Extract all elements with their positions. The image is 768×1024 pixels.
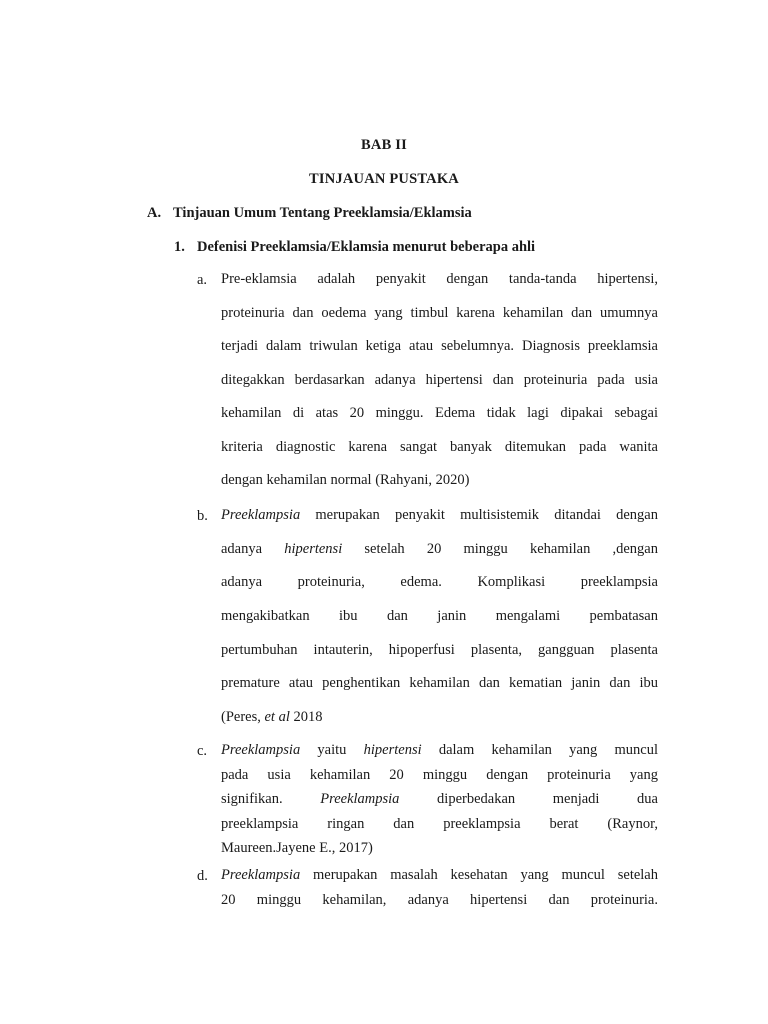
subsection-title: Defenisi Preeklamsia/Eklamsia menurut beberapa ahli [197, 239, 536, 255]
paragraph-line [221, 499, 658, 533]
paragraph-line: pertumbuhan intauterin, hipoperfusi plasenta, gangguan plasenta [221, 641, 658, 658]
paragraph-line [221, 787, 658, 812]
text-run: dalam kehamilan yang muncul [421, 742, 658, 758]
text-run: merupakan masalah kesehatan yang muncul setelah [300, 867, 658, 883]
chapter-title: TINJAUAN PUSTAKA [309, 171, 459, 187]
paragraph-line: kriteria diagnostic karena sangat banyak ditemukan pada wanita [221, 438, 658, 455]
italic-term: et al [264, 709, 290, 726]
list-item-a [221, 263, 658, 498]
paragraph-line: preeklampsia ringan dan preeklampsia berat (Raynor, [221, 815, 658, 832]
subsection-marker: 1. [174, 239, 185, 255]
paragraph-line: terjadi dalam triwulan ketiga atau sebelumnya. Diagnosis preeklamsia [221, 338, 658, 354]
paragraph-line [221, 533, 658, 567]
list-item-marker: d. [197, 868, 208, 884]
list-item-d [221, 863, 658, 912]
list-item-b [221, 499, 658, 735]
italic-term: hipertensi [363, 742, 422, 758]
italic-term: Preeklampsia [221, 867, 301, 883]
text-run: adanya [221, 540, 285, 557]
paragraph-line: premature atau penghentikan kehamilan dan kematian janin dan ibu [221, 675, 658, 692]
text-run: 2018 [289, 709, 323, 726]
paragraph-line [221, 738, 658, 763]
text-run: merupakan penyakit multisistemik ditandai dengan [300, 507, 658, 523]
paragraph-line: 20 minggu kehamilan, adanya hipertensi dan proteinuria. [221, 891, 658, 908]
paragraph-line: Maureen.Jayene E., 2017) [221, 840, 373, 856]
list-item-marker: c. [197, 743, 208, 759]
paragraph-line: dengan kehamilan normal (Rahyani, 2020) [221, 472, 470, 488]
paragraph-line: pada usia kehamilan 20 minggu dengan proteinuria yang [221, 766, 658, 783]
paragraph-line [221, 701, 658, 735]
italic-term: Preeklampsia [221, 507, 301, 523]
paragraph-line: kehamilan di atas 20 minggu. Edema tidak lagi dipakai sebagai [221, 405, 658, 421]
list-item-marker: b. [197, 508, 208, 524]
text-run: signifikan. [221, 791, 321, 807]
section-marker: A. [147, 205, 162, 221]
italic-term: Preeklampsia [320, 791, 400, 807]
chapter-label: BAB II [361, 137, 407, 153]
text-run: (Peres, [221, 709, 265, 726]
paragraph-line: ditegakkan berdasarkan adanya hipertensi dan proteinuria pada usia [221, 371, 658, 388]
italic-term: hipertensi [284, 540, 343, 557]
italic-term: Preeklampsia [221, 742, 301, 758]
paragraph-line [221, 863, 658, 888]
paragraph-line: proteinuria dan oedema yang timbul karena kehamilan dan umumnya [221, 304, 658, 321]
list-item-marker: a. [197, 272, 208, 288]
paragraph-line: mengakibatkan ibu dan janin mengalami pembatasan [221, 608, 658, 625]
text-run: yaitu [300, 742, 364, 758]
section-title: Tinjauan Umum Tentang Preeklamsia/Eklamsia [173, 205, 472, 221]
paragraph-line: Pre-eklamsia adalah penyakit dengan tanda-tanda hipertensi, [221, 271, 658, 287]
text-run: setelah 20 minggu kehamilan ,dengan [342, 540, 658, 557]
text-run: diperbedakan menjadi dua [399, 791, 658, 807]
list-item-c [221, 738, 658, 861]
paragraph-line: adanya proteinuria, edema. Komplikasi preeklampsia [221, 574, 658, 591]
